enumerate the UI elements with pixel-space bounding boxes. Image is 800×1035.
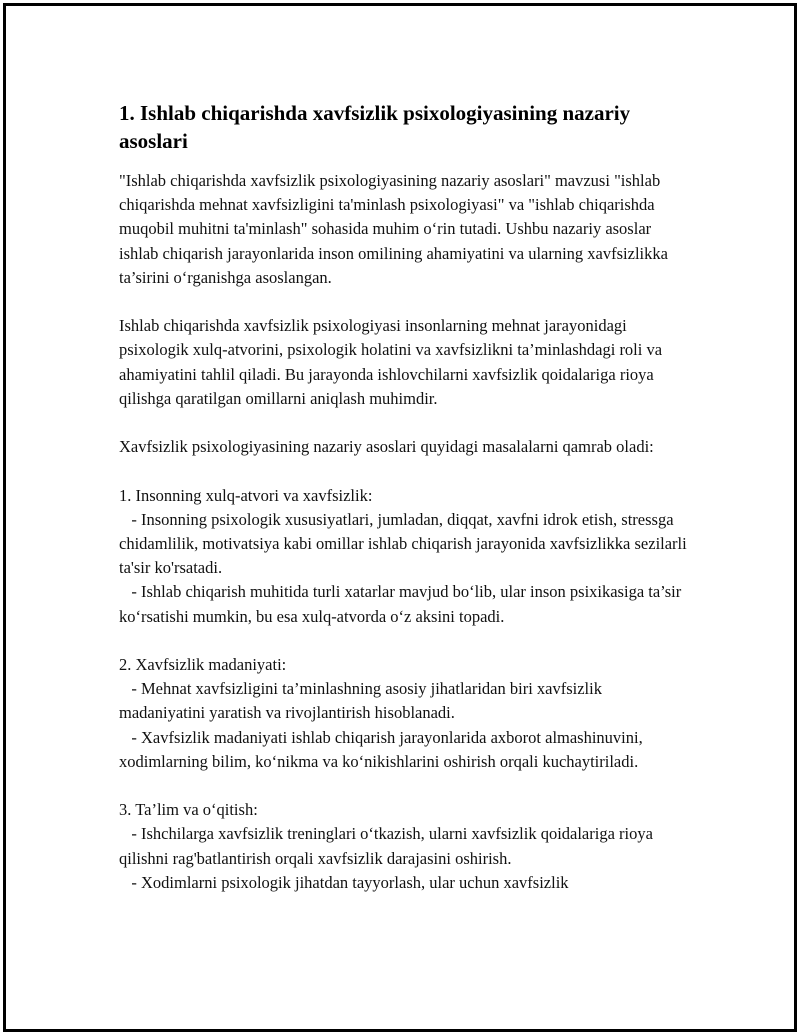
intro-paragraph-2: Ishlab chiqarishda xavfsizlik psixologiyasi insonlarning mehnat jarayonidagi psixologik xulq-atvorini, psixologik holatini va xavfsizlikni ta’minlashdagi roli va ahamiyatini tahlil qiladi. Bu jarayonda ishlovchilarni xavfsizlik qoidalariga rioya qilishga qaratilgan omillarni aniqlash muhimdir. xyxy=(119,316,663,408)
topic-1-bullet-2 xyxy=(119,580,689,628)
topic-1-bullet-1 xyxy=(119,508,689,581)
topic-2-bullet-1 xyxy=(119,677,689,725)
topic-1-bullet-2-text: - Ishlab chiqarish muhitida turli xatarlar mavjud bo‘lib, ular inson psixikasiga ta’sir ko‘rsatishi mumkin, bu esa xulq-atvorda o‘z aksini topadi. xyxy=(119,582,682,626)
document-page xyxy=(3,3,797,1032)
intro-paragraph-1: "Ishlab chiqarishda xavfsizlik psixologiyasining nazariy asoslari" mavzusi "ishlab chiqarishda mehnat xavfsizligini ta'minlash psixologiyasi" va "ishlab chiqarishda muqobil muhitni ta'minlash" sohasida muhim o‘rin tutadi. Ushbu nazariy asoslar ishlab chiqarish jarayonlarida inson omilining ahamiyatini va ularning xavfsizlikka ta’sirini o‘rganishga asoslangan. xyxy=(119,171,668,287)
topic-title-1: 1. Insonning xulq-atvori va xavfsizlik: xyxy=(119,485,373,505)
topic-section-2 xyxy=(119,653,689,774)
topic-section-1 xyxy=(119,484,689,629)
topic-1-bullet-1-text: - Insonning psixologik xususiyatlari, jumladan, diqqat, xavfni idrok etish, stressga chidamlilik, motivatsiya kabi omillar ishlab chiqarish jarayonida xavfsizlikka sezilarli ta'sir ko'rsatadi. xyxy=(119,509,687,578)
topic-3-bullet-1 xyxy=(119,822,689,870)
document-body xyxy=(119,99,689,919)
topic-3-bullet-2-text: - Xodimlarni psixologik jihatdan tayyorlash, ular uchun xavfsizlik xyxy=(131,872,569,892)
topic-title-3: 3. Ta’lim va o‘qitish: xyxy=(119,800,258,820)
topic-title-2: 2. Xavfsizlik madaniyati: xyxy=(119,655,287,674)
intro-paragraph-3: Xavfsizlik psixologiyasining nazariy asoslari quyidagi masalalarni qamrab oladi: xyxy=(119,437,654,457)
topic-2-bullet-1-text: - Mehnat xavfsizligini ta’minlashning asosiy jihatlaridan biri xavfsizlik madaniyatini yaratish va rivojlantirish hisoblanadi. xyxy=(119,679,602,723)
topic-2-bullet-2-text: - Xavfsizlik madaniyati ishlab chiqarish jarayonlarida axborot almashinuvini, xodimlarning bilim, ko‘nikma va ko‘nikishlarini oshirish orqali kuchaytiriladi. xyxy=(119,727,643,771)
topic-3-bullet-1-text: - Ishchilarga xavfsizlik treninglari o‘tkazish, ularni xavfsizlik qoidalariga rioya qilishni rag'batlantirish orqali xavfsizlik darajasini oshirish. xyxy=(119,824,653,868)
topic-3-bullet-2 xyxy=(119,871,689,895)
topic-2-bullet-2 xyxy=(119,726,689,774)
section-heading: 1. Ishlab chiqarishda xavfsizlik psixologiyasining nazariy asoslari xyxy=(119,101,631,153)
topic-section-3 xyxy=(119,798,689,895)
